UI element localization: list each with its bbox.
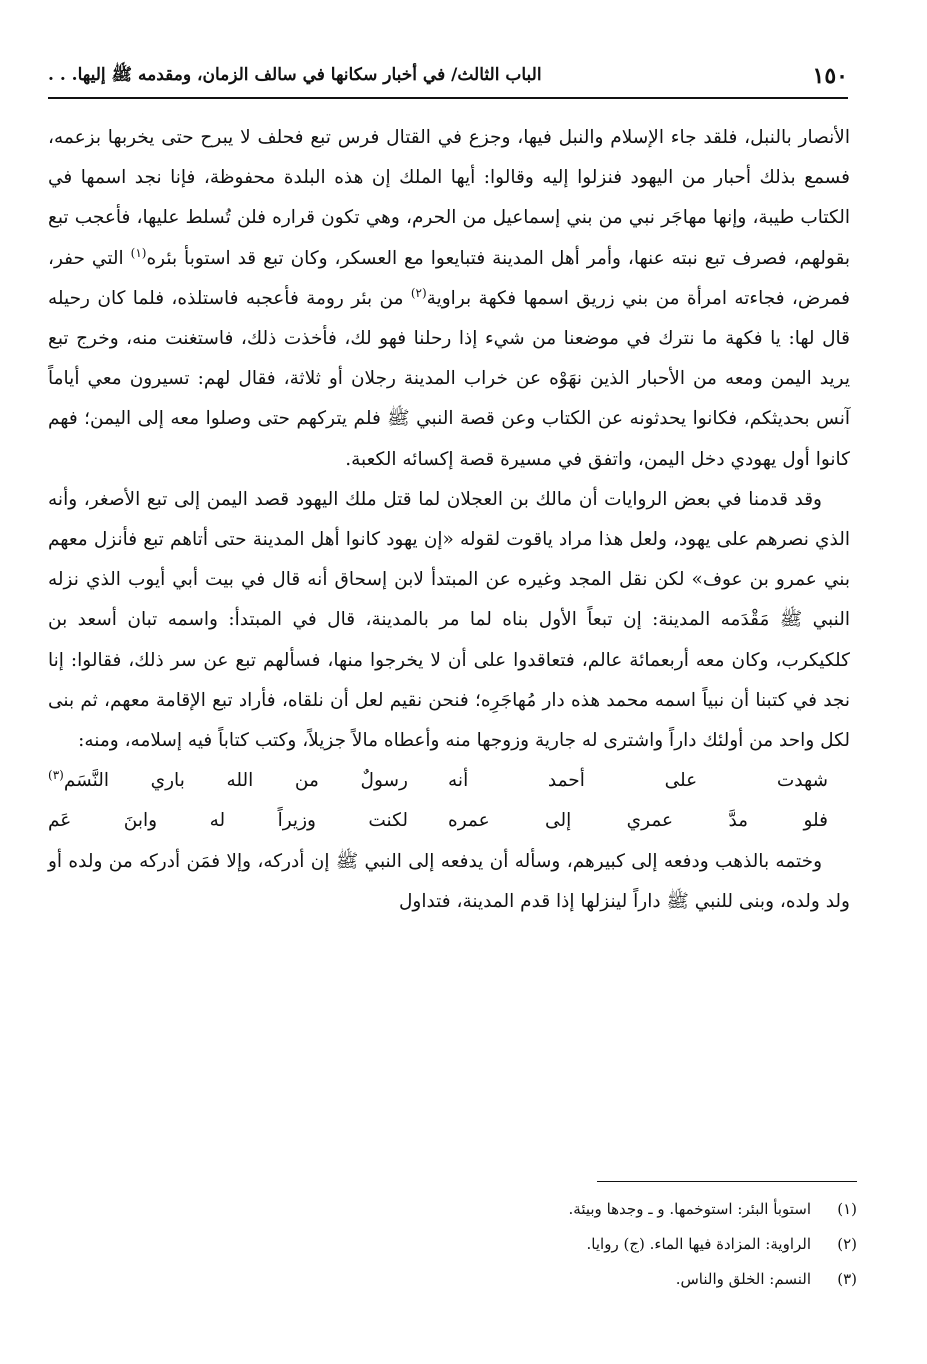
footnote-1-number: (١) xyxy=(837,1200,857,1218)
verse-2 xyxy=(48,801,850,841)
footnote-ref-3: (٣) xyxy=(48,768,64,783)
verse-1 xyxy=(48,761,850,801)
footnote-1 xyxy=(157,1192,857,1227)
paragraph-2: وقد قدمنا في بعض الروايات أن مالك بن العجلان لما قتل ملك اليهود قصد اليمن إلى تبع الأصغر، وأنه الذي نصرهم على يهود، ولعل هذا مراد ياقوت لقوله «إن يهود كانوا أهل المدينة حتى أتاهم تبع فأنزل معهم بني عمرو بن عوف» لكن نقل المجد وغيره عن المبتدأ لابن إسحاق أنه قال في بيت أبي أيوب الذي نزله النبي ﷺ مَقْدَمه المدينة: إن تبعاً الأول بناه لما مر بالمدينة، قال في المبتدأ: واسمه تبان أسعد بن كلكيكرب، وكان معه أربعمائة عالم، فتعاقدوا على أن لا يخرجوا منها، فسألهم تبع عن سر ذلك، فقالوا: إنا نجد في كتبنا أن نبياً اسمه محمد هذه دار مُهاجَرِه؛ فنحن نقيم لعل أن نلقاه، فأراد تبع الإقامة معهم، ثم بنى لكل واحد من أولئك داراً واشترى له جارية وزوجها منه وأعطاه مالاً جزيلاً، وكتب كتاباً فيه إسلامه، ومنه: xyxy=(48,488,850,752)
footnote-3-number: (٣) xyxy=(837,1270,857,1288)
footnotes xyxy=(157,1192,857,1297)
footnote-2-number: (٢) xyxy=(837,1235,857,1253)
paragraph-3: وختمه بالذهب ودفعه إلى كبيرهم، وسأله أن يدفعه إلى النبي ﷺ إن أدركه، وإلا فمَن أدركه من ولده أو ولد ولده، وبنى للنبي ﷺ داراً لينزلها إذا قدم المدينة، فتداول xyxy=(48,850,850,912)
footnote-2 xyxy=(157,1227,857,1262)
verse-1-second-hemistich xyxy=(48,761,448,801)
footnote-ref-2: (٢) xyxy=(410,285,427,300)
footnote-1-text: استوبأ البئر: استوخمها. و ـ وجدها وبيئة. xyxy=(568,1200,811,1218)
paragraph-1-text: الأنصار بالنبل، فلقد جاء الإسلام والنبل فيها، وجزع في القتال فرس تبع فحلف لا يبرح حتى يخربها بزعمه، فسمع بذلك أحبار من اليهود فنزلوا إليه وقالوا: أيها الملك إن هذه البلدة محفوظة، فإنا نجد اسمها في الكتاب طيبة، وإنها مهاجَر نبي من بني إسماعيل من الحرم، وهي تكون قراره فلن تُسلط عليها، فأعجب تبع بقولهم، فصرف تبع نبته عنها، وأمر أهل المدينة فتبايعوا مع العسكر، وكان تبع قد استوبأ بئره xyxy=(48,127,851,269)
main-text xyxy=(48,118,850,922)
verse-1-first-hemistich: شهدت على أحمد أنه xyxy=(448,770,828,792)
running-head: الباب الثالث/ في أخبار سكانها في سالف الزمان، ومقدمه ﷺ إليها. . . xyxy=(48,64,542,85)
page-header xyxy=(48,56,848,96)
footnote-3-text: النسم: الخلق والناس. xyxy=(675,1270,811,1288)
footnote-rule xyxy=(597,1181,857,1182)
paragraph-1 xyxy=(48,118,850,480)
footnote-2-text: الراوية: المزادة فيها الماء. (ج) روايا. xyxy=(586,1235,811,1253)
poem xyxy=(48,761,850,841)
verse-1-second-text: رسولٌ من الله باري النَّسَم xyxy=(63,770,408,792)
page-number: ١٥٠ xyxy=(812,63,848,89)
header-rule xyxy=(48,97,848,99)
footnote-ref-1: (١) xyxy=(130,245,147,260)
paragraph-1-text-c: من بئر رومة فأعجبه فاستلذه، فلما كان رحيله قال لها: يا فكهة ما نترك في موضعنا من شيء إذا رحلنا فهو لك، فأخذت ذلك، فاستغنت منه، وخرج تبع يريد اليمن ومعه من الأحبار الذين نهَوْه عن خراب المدينة رجلان أو ثلاثة، فقال لهم: تسيرون معي أياماً آنس بحديثكم، فكانوا يحدثونه عن الكتاب وعن قصة النبي ﷺ فلم يتركهم حتى وصلوا معه إلى اليمن؛ فهم كانوا أول يهودي دخل اليمن، واتفق في مسيرة قصة إكسائه الكعبة. xyxy=(48,287,850,470)
verse-2-first-hemistich: فلو مدَّ عمري إلى عمره xyxy=(448,810,828,832)
footnote-3 xyxy=(157,1262,857,1297)
paragraph-1-text-b: التي حفر، فمرض، فجاءته امرأة من بني زريق اسمها فكهة براوية xyxy=(48,247,850,309)
verse-2-second-hemistich: لكنت وزيراً له وابنَ عَم xyxy=(48,810,408,832)
